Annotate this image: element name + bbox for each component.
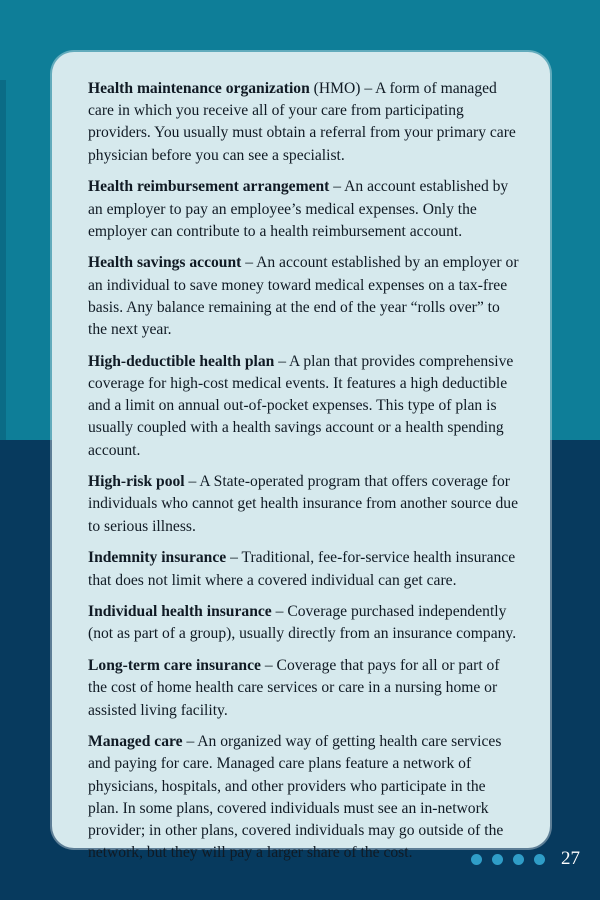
glossary-definition: – A plan that provides comprehensive coverage for high-cost medical events. It features a high deductible and a limit on annual out-of-pocket expenses. This type of plan is usually coupled with a health savings account or a health spending account. bbox=[88, 352, 514, 459]
dot-icon bbox=[471, 854, 482, 865]
glossary-term: Managed care bbox=[88, 733, 183, 751]
glossary-term: Indemnity insurance bbox=[88, 549, 227, 567]
glossary-entry bbox=[88, 252, 520, 341]
glossary-entry bbox=[88, 78, 520, 167]
dot-icon bbox=[534, 854, 545, 865]
glossary-definition: – An account established by an employer to pay an employee’s medical expenses. Only the employer can contribute to a health reimbursement account. bbox=[88, 178, 509, 240]
glossary-term: Health maintenance organization bbox=[88, 80, 310, 97]
dot-icon bbox=[492, 854, 503, 865]
glossary-entry bbox=[88, 601, 520, 645]
glossary-entry bbox=[88, 655, 520, 722]
glossary-definition: (HMO) – A form of managed care in which you receive all of your care from participating providers. You usually must obtain a referral from your primary care physician before you can see a specialist. bbox=[88, 80, 516, 164]
glossary-term: Health reimbursement arrangement bbox=[88, 178, 330, 196]
glossary-definition: – An account established by an employer or an individual to save money toward medical expenses on a tax-free basis. Any balance remaining at the end of the year “rolls over” to the next year. bbox=[88, 254, 519, 339]
glossary-entry bbox=[88, 351, 520, 462]
dot-icon bbox=[513, 854, 524, 865]
glossary-term: High-deductible health plan bbox=[88, 352, 275, 370]
glossary-definition: – Traditional, fee-for-service health insurance that does not limit where a covered individual can get care. bbox=[88, 549, 516, 589]
glossary-entry bbox=[88, 471, 520, 538]
glossary-term: Long-term care insurance bbox=[88, 657, 261, 675]
glossary-card bbox=[52, 52, 550, 862]
glossary-definition: – Coverage purchased independently (not as part of a group), usually directly from an insurance company. bbox=[88, 603, 517, 643]
page-number: 27 bbox=[561, 848, 580, 869]
glossary-entry bbox=[88, 176, 520, 243]
glossary-definition: – Coverage that pays for all or part of the cost of home health care services or care in a nursing home or assisted living facility. bbox=[88, 657, 500, 719]
left-stripe bbox=[0, 80, 6, 440]
glossary-term: Health savings account bbox=[88, 254, 242, 272]
glossary-definition: – An organized way of getting health care services and paying for care. Managed care plans feature a network of physicians, hospitals, and other providers who participate in the plan. In some plans, covered individuals must see an in-network provider; in other plans, covered individuals may go outside of the network, but they will pay a larger share of the cost. bbox=[88, 733, 504, 862]
glossary-term: Individual health insurance bbox=[88, 603, 272, 621]
glossary-term: High-risk pool bbox=[88, 473, 185, 491]
page-footer bbox=[471, 848, 580, 870]
glossary-definition: – A State-operated program that offers coverage for individuals who cannot get health insurance from another source due to serious illness. bbox=[88, 473, 518, 535]
glossary-entry bbox=[88, 731, 520, 864]
glossary-entry bbox=[88, 547, 520, 591]
